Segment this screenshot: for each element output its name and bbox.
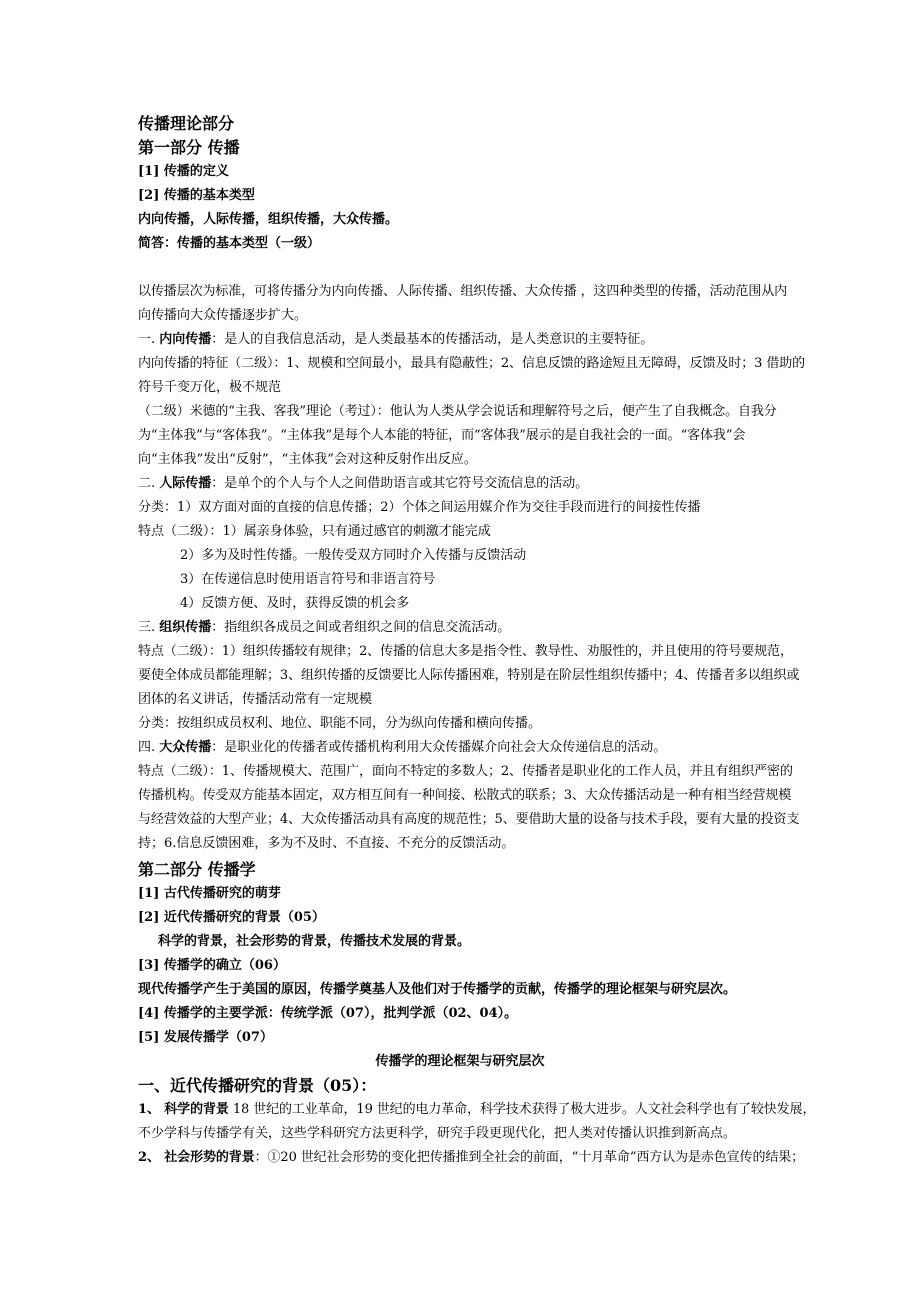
chapter-heading: 一、近代传播研究的背景（05）： <box>138 1076 377 1095</box>
section-item: [1] 古代传播研究的萌芽 <box>138 886 281 901</box>
term: 人际传播 <box>159 476 212 491</box>
list-number: 2、 <box>138 1150 165 1165</box>
list-heading <box>138 328 653 352</box>
doc-title: 传播理论部分 <box>138 114 235 133</box>
part-one-heading: 第一部分 传播 <box>138 138 240 157</box>
definition: ：指组织各成员之间或者组织之间的信息交流活动。 <box>211 620 511 635</box>
term: 社会形势的背景 <box>164 1150 255 1165</box>
paragraph-line: 向传播向大众传播逐步扩大。 <box>138 308 308 323</box>
section-item: [2] 近代传播研究的背景（05） <box>138 910 325 925</box>
paragraph-line: 团体的名义讲话，传播活动常有一定规模 <box>138 692 373 707</box>
list-number: 1、 <box>138 1102 165 1117</box>
term: 大众传播 <box>159 740 212 755</box>
bold-line: 内向传播，人际传播，组织传播，大众传播。 <box>138 212 399 227</box>
paragraph-line: 与经营效益的大型产业；4、大众传播活动具有高度的规范性；5、要借助大量的设备与技术手段，要有大量的投资支 <box>138 812 800 827</box>
term: 内向传播 <box>159 332 212 347</box>
list-heading <box>138 616 510 640</box>
paragraph-line: 符号千变万化，极不规范 <box>138 380 282 395</box>
list-number: 一. <box>138 332 160 347</box>
paragraph-line: 向“主体我”发出“反射”，“主体我”会对这种反射作出反应。 <box>138 452 477 467</box>
paragraph-line: 要使全体成员都能理解；3、组织传播的反馈要比人际传播困难，特别是在阶层性组织传播中；4、传播者多以组织或 <box>138 668 800 683</box>
section-item: [4] 传播学的主要学派：传统学派（07），批判学派（02、04）。 <box>138 1006 518 1021</box>
definition: ：①20 世纪社会形势的变化把传播推到全社会的前面，“十月革命”西方认为是赤色宣传的结果； <box>254 1150 805 1165</box>
indented-line: 3）在传递信息时使用语言符号和非语言符号 <box>180 572 436 587</box>
paragraph-line: 传播机构。传受双方能基本固定，双方相互间有一种间接、松散式的联系；3、大众传播活动是一种有相当经营规模 <box>138 788 792 803</box>
term: 科学的背景 <box>164 1102 229 1117</box>
list-number: 三. <box>138 620 160 635</box>
bold-line: 科学的背景，社会形势的背景，传播技术发展的背景。 <box>158 934 471 949</box>
list-number: 二. <box>138 476 160 491</box>
list-heading <box>138 472 588 496</box>
numbered-item <box>138 1098 815 1122</box>
indented-line: 4）反馈方便、及时，获得反馈的机会多 <box>180 596 410 611</box>
definition: ：是人的自我信息活动，是人类最基本的传播活动，是人类意识的主要特征。 <box>211 332 654 347</box>
paragraph-line: 持；6.信息反馈困难，多为不及时、不直接、不充分的反馈活动。 <box>138 836 515 851</box>
paragraph-line: （二级）米德的“主我、客我”理论（考过）：他认为人类从学会说话和理解符号之后，便产生了自我概念。自我分 <box>138 404 777 419</box>
paragraph-line: 不少学科与传播学有关，这些学科研究方法更科学，研究手段更现代化，把人类对传播认识推到新高点。 <box>138 1126 737 1141</box>
paragraph-line: 内向传播的特征（二级）：1、规模和空间最小，最具有隐蔽性；2、信息反馈的路途短且无障碍，反馈及时；3 借助的 <box>138 356 806 371</box>
part-two-heading: 第二部分 传播学 <box>138 860 256 879</box>
paragraph-line: 特点（二级）：1）组织传播较有规律；2、传播的信息大多是指令性、教导性、劝服性的，并且使用的符号要规范， <box>138 644 793 659</box>
section-item: [5] 发展传播学（07） <box>138 1030 273 1045</box>
paragraph-line: 分类：1）双方面对面的直接的信息传播；2）个体之间运用媒介作为交往手段而进行的间接性传播 <box>138 500 701 515</box>
paragraph-line: 分类：按组织成员权利、地位、职能不同，分为纵向传播和横向传播。 <box>138 716 542 731</box>
paragraph-line: 特点（二级）：1、传播规模大、范围广，面向不特定的多数人；2、传播者是职业化的工作人员，并且有组织严密的 <box>138 764 793 779</box>
definition: ：是单个的个人与个人之间借助语言或其它符号交流信息的活动。 <box>211 476 589 491</box>
definition: ：是职业化的传播者或传播机构利用大众传播媒介向社会大众传递信息的活动。 <box>211 740 667 755</box>
list-number: 四. <box>138 740 160 755</box>
indented-line: 2）多为及时性传播。一般传受双方同时介入传播与反馈活动 <box>180 548 527 563</box>
section-item: [2] 传播的基本类型 <box>138 188 255 203</box>
bold-line: 现代传播学产生于美国的原因，传播学奠基人及他们对于传播学的贡献，传播学的理论框架与研究层次。 <box>138 982 737 997</box>
section-item: [3] 传播学的确立（06） <box>138 958 286 973</box>
section-item: [1] 传播的定义 <box>138 164 229 179</box>
paragraph-line: 为“主体我”与“客体我”。“主体我”是每个人本能的特征，而“客体我”展示的是自我社会的一面。“客体我”会 <box>138 428 746 443</box>
bold-line: 简答：传播的基本类型（一级） <box>138 236 321 251</box>
paragraph-line: 以传播层次为标准，可将传播分为内向传播、人际传播、组织传播、大众传播 ，这四种类型的传播，活动范围从内 <box>138 284 788 299</box>
list-heading <box>138 736 666 760</box>
centered-heading: 传播学的理论框架与研究层次 <box>375 1054 545 1069</box>
numbered-item <box>138 1146 804 1170</box>
paragraph-line: 特点（二级）：1）属亲身体验，只有通过感官的刺激才能完成 <box>138 524 491 539</box>
term: 组织传播 <box>159 620 212 635</box>
definition: 18 世纪的工业革命，19 世纪的电力革命，科学技术获得了极大进步。人文社会科学也有了较快发展， <box>228 1102 816 1117</box>
